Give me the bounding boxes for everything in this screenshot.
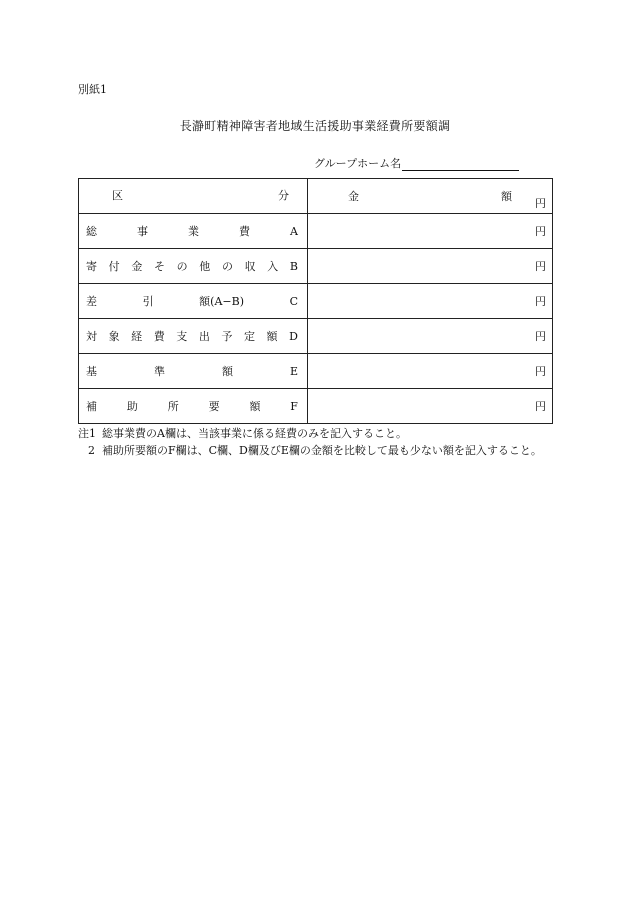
note-item [78,442,542,459]
amount-cell[interactable] [308,319,553,354]
row-label-cell [79,249,308,284]
row-label-char: の [176,260,188,273]
table-row [79,249,553,284]
row-label-char: 引 [142,295,154,308]
note-item [78,425,542,442]
row-label-char: 所 [167,400,179,413]
note-number: 注1 [78,427,96,440]
row-label-char: 額 [266,330,278,343]
row-label-char: 額 [249,400,261,413]
row-label-cell [79,389,308,424]
group-home-field [314,155,519,171]
row-label-char: 補 [86,400,97,413]
row-code: E [289,364,298,378]
note-text: 総事業費のA欄は、当該事業に係る経費のみを記入すること。 [102,427,407,440]
row-label-char: 対 [86,330,97,343]
row-label-char: 基 [86,365,97,378]
group-home-label: グループホーム名 [314,157,402,170]
header-category-char: 分 [278,189,289,202]
row-label-char: 出 [198,330,210,343]
row-label-char: 支 [176,330,188,343]
row-label-char: 経 [131,330,143,343]
table-row [79,389,553,424]
row-label-char: そ [153,260,165,273]
annex-label: 別紙1 [78,83,107,96]
row-label-char: 額 [221,365,233,378]
amount-cell[interactable] [308,214,553,249]
row-label-cell [79,354,308,389]
row-label-char: 定 [243,330,255,343]
notes [78,425,542,459]
amount-cell[interactable] [308,389,553,424]
table-row [79,284,553,319]
row-label-cell [79,319,308,354]
table-row [79,319,553,354]
note-number: 2 [88,444,95,457]
row-code: D [289,329,298,343]
row-label-char: の [221,260,233,273]
row-label-char: 業 [188,225,199,238]
row-label-char: 要 [208,400,220,413]
yen-unit: 円 [535,330,546,343]
row-label-char: 予 [221,330,233,343]
amount-cell[interactable] [308,354,553,389]
row-label-char: 事 [137,225,148,238]
row-code: F [290,399,298,413]
row-label-char: 他 [199,260,211,273]
header-unit: 円 [535,197,546,210]
row-code: A [290,224,298,238]
row-label-char: 金 [131,260,143,273]
header-category-cell [79,179,308,214]
row-label-char: 準 [153,365,165,378]
table-header-row [79,179,553,214]
table-row [79,214,553,249]
note-text: 補助所要額のF欄は、C欄、D欄及びE欄の金額を比較して最も少ない額を記入すること。 [102,444,542,457]
row-label-char: 入 [267,260,279,273]
header-category-char: 区 [112,189,123,202]
document-title: 長瀞町精神障害者地域生活援助事業経費所要額調 [179,119,451,133]
row-label-char: 付 [108,260,120,273]
budget-table [78,178,553,424]
table-row [79,354,553,389]
row-label-char: 助 [126,400,138,413]
header-amount-char: 金 [348,190,359,203]
row-label-char: 寄 [86,260,97,273]
row-label-char: 費 [239,225,250,238]
yen-unit: 円 [535,365,546,378]
yen-unit: 円 [535,225,546,238]
yen-unit: 円 [535,295,546,308]
group-home-blank-line [402,158,519,171]
yen-unit: 円 [535,400,546,413]
header-amount-char: 額 [501,190,512,203]
amount-cell[interactable] [308,284,553,319]
row-code: B [289,259,298,273]
row-label-char: 象 [108,330,120,343]
row-label-char: 収 [244,260,256,273]
row-label-char: 差 [86,295,97,308]
row-label-cell [79,284,308,319]
row-label-char: 総 [86,225,97,238]
row-label-char: 額(A−B) [199,295,244,308]
header-amount-cell [308,179,553,214]
amount-cell[interactable] [308,249,553,284]
yen-unit: 円 [535,260,546,273]
row-label-char: 費 [153,330,165,343]
row-code: C [289,294,298,308]
row-label-cell [79,214,308,249]
